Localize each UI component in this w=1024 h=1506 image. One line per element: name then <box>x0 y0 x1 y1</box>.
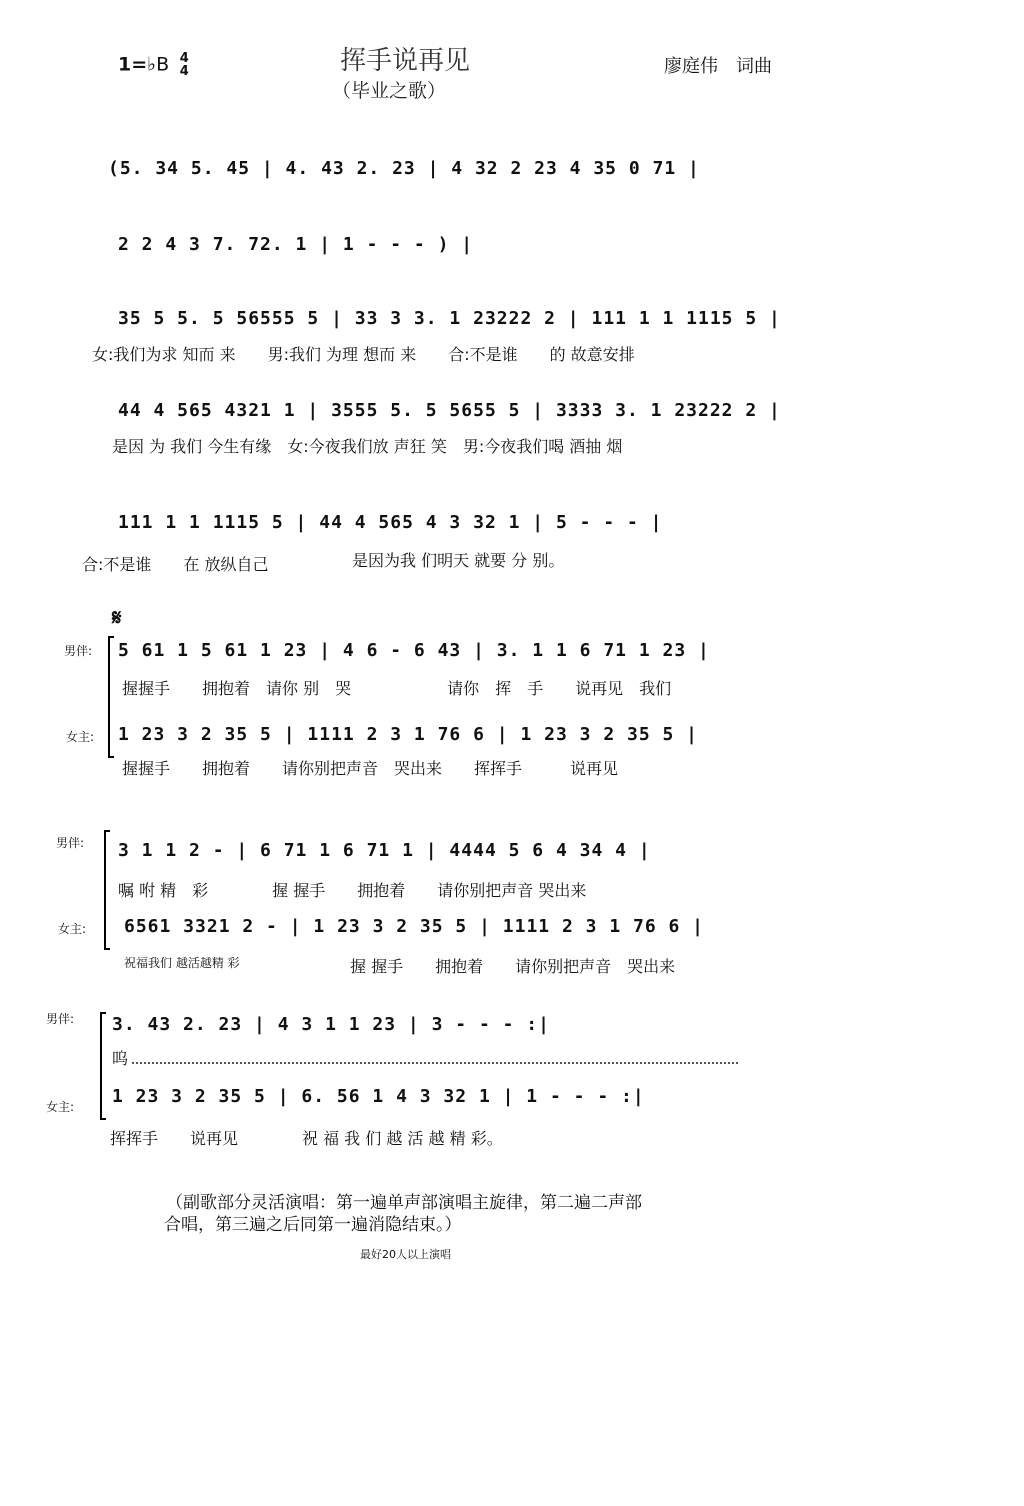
system-2-female-lyrics-small: 祝福我们 越活越精 彩 <box>124 956 240 970</box>
time-top: 4 <box>179 51 189 66</box>
song-title: 挥手说再见 <box>340 46 471 76</box>
verse-row-3-lyrics-a: 合:不是谁 在 放纵自己 <box>82 555 269 574</box>
system-3-male-label: 男伴: <box>46 1012 75 1026</box>
author: 廖庭伟 词曲 <box>664 56 772 77</box>
verse-row-3-lyrics-b: 是因为我 们明天 就要 分 别。 <box>352 551 565 570</box>
system-1-female-notes: 1 23 3 2 35 5 | 1111 2 3 1 76 6 | 1 23 3 2 35 5 | <box>118 724 699 745</box>
system-3-brace <box>100 1012 106 1120</box>
system-2-male-label: 男伴: <box>56 836 85 850</box>
system-2-female-label: 女主: <box>58 922 87 936</box>
time-signature <box>180 52 189 78</box>
system-1-brace <box>108 636 114 758</box>
system-1-female-lyrics: 握握手 拥抱着 请你别把声音 哭出来 挥挥手 说再见 <box>122 759 619 778</box>
footnote-line-2: 合唱，第三遍之后同第一遍消隐结束。） <box>164 1215 462 1235</box>
song-subtitle: （毕业之歌） <box>332 80 447 102</box>
verse-row-2-notes: 44 4 565 4321 1 | 3555 5. 5 5655 5 | 3333 3. 1 23222 2 | <box>118 400 781 421</box>
verse-row-3-notes: 111 1 1 1115 5 | 44 4 565 4 3 32 1 | 5 - - - | <box>118 512 663 533</box>
intro-line-1: (5. 34 5. 45 | 4. 43 2. 23 | 4 32 2 23 4 35 0 71 | <box>108 158 700 179</box>
intro-line-2: 2 2 4 3 7. 72. 1 | 1 - - - ) | <box>118 234 474 255</box>
time-bottom: 4 <box>179 64 189 79</box>
system-2-brace <box>104 830 110 950</box>
key-prefix: 1= <box>118 53 148 76</box>
system-1-male-lyrics: 握握手 拥抱着 请你 别 哭 请你 挥 手 说再见 我们 <box>122 679 672 698</box>
system-1-male-notes: 5 61 1 5 61 1 23 | 4 6 - 6 43 | 3. 1 1 6 71 1 23 | <box>118 640 710 661</box>
system-2-male-notes: 3 1 1 2 - | 6 71 1 6 71 1 | 4444 5 6 4 34 4 | <box>118 840 651 861</box>
key-name: ♭B <box>147 53 170 76</box>
system-3-female-label: 女主: <box>46 1100 75 1114</box>
key-signature <box>118 52 189 78</box>
system-1-female-label: 女主: <box>66 730 95 744</box>
verse-row-1-lyrics: 女:我们为求 知而 来 男:我们 为理 想而 来 合:不是谁 的 故意安排 <box>92 345 635 364</box>
system-3-male-lyrics: 呜 <box>112 1049 129 1068</box>
melisma-dotted-line <box>132 1060 738 1064</box>
system-3-male-notes: 3. 43 2. 23 | 4 3 1 1 23 | 3 - - - :| <box>112 1014 550 1035</box>
footnote-line-1: （副歌部分灵活演唱：第一遍单声部演唱主旋律，第二遍二声部 <box>166 1193 642 1213</box>
system-2-male-lyrics: 嘱 咐 精 彩 握 握手 拥抱着 请你别把声音 哭出来 <box>118 881 587 900</box>
system-3-female-lyrics: 挥挥手 说再见 祝 福 我 们 越 活 越 精 彩。 <box>110 1129 503 1148</box>
verse-row-2-lyrics: 是因 为 我们 今生有缘 女:今夜我们放 声狂 笑 男:今夜我们喝 酒抽 烟 <box>112 437 623 456</box>
footnote-small: 最好20人以上演唱 <box>360 1248 451 1261</box>
system-1-male-label: 男伴: <box>64 644 93 658</box>
segno-sign: 𝄋 <box>112 606 122 631</box>
verse-row-1-notes: 35 5 5. 5 56555 5 | 33 3 3. 1 23222 2 | 111 1 1 1115 5 | <box>118 308 781 329</box>
system-2-female-notes: 6561 3321 2 - | 1 23 3 2 35 5 | 1111 2 3 1 76 6 | <box>124 916 705 937</box>
system-3-female-notes: 1 23 3 2 35 5 | 6. 56 1 4 3 32 1 | 1 - - - :| <box>112 1086 645 1107</box>
system-2-female-lyrics: 握 握手 拥抱着 请你别把声音 哭出来 <box>350 957 676 976</box>
